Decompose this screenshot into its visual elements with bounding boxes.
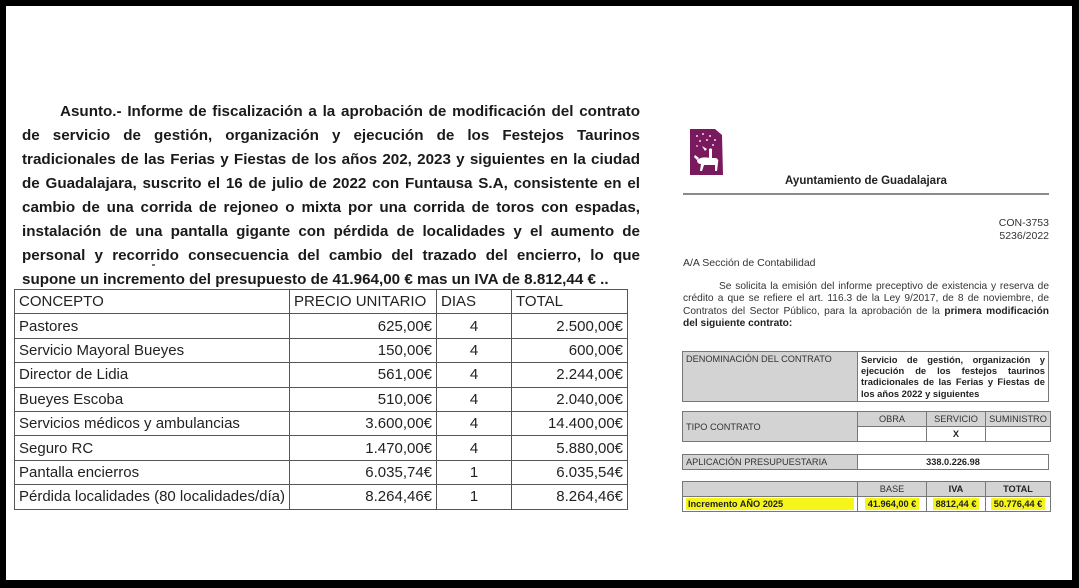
denominacion-value: Servicio de gestión, organización y ejecución de los festejos taurinos tradicionales de las Ferias y Fiestas de los años 2022 y siguientes xyxy=(858,352,1049,402)
request-text: Se solicita la emisión del informe preceptivo de existencia y reserva de crédito a que se refiere el art. 116.3 de la Ley 9/2017, de 8 de noviembre, de Contratos del Sector Público, para la aprobación de la xyxy=(683,281,1049,317)
cell-concepto: Servicios médicos y ambulancias xyxy=(15,411,290,435)
header-precio-unitario: PRECIO UNITARIO xyxy=(290,290,437,314)
aplicacion-value: 338.0.226.98 xyxy=(858,455,1049,470)
cell-dias: 1 xyxy=(437,460,512,484)
guadalajara-crest-icon xyxy=(688,127,728,177)
importe-table xyxy=(682,481,1051,512)
cell-total: 14.400,00€ xyxy=(512,411,628,435)
tipo-value-obra xyxy=(858,427,927,442)
cell-dias: 4 xyxy=(437,411,512,435)
cell-dias: 1 xyxy=(437,485,512,509)
header-total: TOTAL xyxy=(512,290,628,314)
document-page xyxy=(6,6,1072,580)
table-row xyxy=(15,363,628,387)
importe-header-total: TOTAL xyxy=(986,482,1051,497)
cell-dias: 4 xyxy=(437,436,512,460)
cell-dias: 4 xyxy=(437,314,512,338)
cell-precio: 6.035,74€ xyxy=(290,460,437,484)
cell-dias: 4 xyxy=(437,363,512,387)
tipo-value-servicio: X xyxy=(927,427,986,442)
denominacion-table xyxy=(682,351,1049,402)
header-divider xyxy=(683,193,1049,195)
cell-precio: 1.470,00€ xyxy=(290,436,437,460)
cell-concepto: Pérdida localidades (80 localidades/día) xyxy=(15,485,290,509)
incremento-iva: 8812,44 € xyxy=(933,498,980,510)
incremento-label: Incremento AÑO 2025 xyxy=(686,498,854,510)
tipo-value-suministro xyxy=(986,427,1051,442)
cell-concepto: Seguro RC xyxy=(15,436,290,460)
incremento-base: 41.964,00 € xyxy=(865,498,920,510)
cell-total: 2.500,00€ xyxy=(512,314,628,338)
request-paragraph xyxy=(683,281,1049,330)
table-row xyxy=(15,411,628,435)
asunto-text: Asunto.- Informe de fiscalización a la aprobación de modificación del contrato de servicio de gestión, organización y ejecución de los Festejos Taurinos tradicionales de las Ferias y Fiestas de los años 202, 2023 y siguientes en la ciudad de Guadalajara, suscrito el 16 de julio de 2022 con Funtausa S.A, consistente en el cambio de una corrida de rejoneo o mixta por una corrida de toros con espadas, instalación de una pantalla gigante con pérdida de localidades y el aumento de personal y recorrido consecuencia del cambio del trazado del encierro, lo que supone un incremento del presupuesto de 41.964,00 € mas un IVA de 8.812,44 € .. xyxy=(22,103,640,288)
aplicacion-label: APLICACIÓN PRESUPUESTARIA xyxy=(683,455,858,470)
cell-precio: 3.600,00€ xyxy=(290,411,437,435)
reference-block xyxy=(906,217,1049,242)
tipo-contrato-table xyxy=(682,411,1051,442)
cell-total: 2.040,00€ xyxy=(512,387,628,411)
tipo-header-servicio: SERVICIO xyxy=(927,412,986,427)
tipo-header-suministro: SUMINISTRO xyxy=(986,412,1051,427)
table-row xyxy=(15,387,628,411)
concept-table xyxy=(14,289,628,510)
aplicacion-table xyxy=(682,454,1049,470)
table-row xyxy=(15,460,628,484)
table-row xyxy=(15,338,628,362)
incremento-total: 50.776,44 € xyxy=(991,498,1046,510)
importe-header-empty xyxy=(683,482,858,497)
cell-total: 8.264,46€ xyxy=(512,485,628,509)
cell-concepto: Servicio Mayoral Bueyes xyxy=(15,338,290,362)
cell-precio: 625,00€ xyxy=(290,314,437,338)
table-row xyxy=(15,436,628,460)
incremento-row xyxy=(683,497,1051,512)
denominacion-label: DENOMINACIÓN DEL CONTRATO xyxy=(683,352,858,402)
ref-con: CON-3753 xyxy=(998,217,1049,229)
table-header-row xyxy=(15,290,628,314)
cell-concepto: Director de Lidia xyxy=(15,363,290,387)
cell-total: 2.244,00€ xyxy=(512,363,628,387)
cell-concepto: Pastores xyxy=(15,314,290,338)
header-dias: DIAS xyxy=(437,290,512,314)
addressee: A/A Sección de Contabilidad xyxy=(683,257,816,269)
importe-header-base: BASE xyxy=(858,482,927,497)
cell-precio: 8.264,46€ xyxy=(290,485,437,509)
table-row xyxy=(15,485,628,509)
cell-dias: 4 xyxy=(437,387,512,411)
header-concepto: CONCEPTO xyxy=(15,290,290,314)
importe-header-iva: IVA xyxy=(927,482,986,497)
ayuntamiento-title: Ayuntamiento de Guadalajara xyxy=(785,175,947,187)
ref-expediente: 5236/2022 xyxy=(999,229,1049,242)
stray-mark xyxy=(152,264,155,266)
tipo-header-obra: OBRA xyxy=(858,412,927,427)
cell-precio: 510,00€ xyxy=(290,387,437,411)
cell-dias: 4 xyxy=(437,338,512,362)
cell-precio: 150,00€ xyxy=(290,338,437,362)
cell-total: 600,00€ xyxy=(512,338,628,362)
table-row xyxy=(15,314,628,338)
asunto-paragraph xyxy=(22,100,640,292)
cell-concepto: Pantalla encierros xyxy=(15,460,290,484)
cell-precio: 561,00€ xyxy=(290,363,437,387)
cell-total: 6.035,54€ xyxy=(512,460,628,484)
tipo-contrato-label: TIPO CONTRATO xyxy=(683,412,858,442)
cell-concepto: Bueyes Escoba xyxy=(15,387,290,411)
request-bold-text: primera modificación del siguiente contrato: xyxy=(683,305,1049,329)
cell-total: 5.880,00€ xyxy=(512,436,628,460)
